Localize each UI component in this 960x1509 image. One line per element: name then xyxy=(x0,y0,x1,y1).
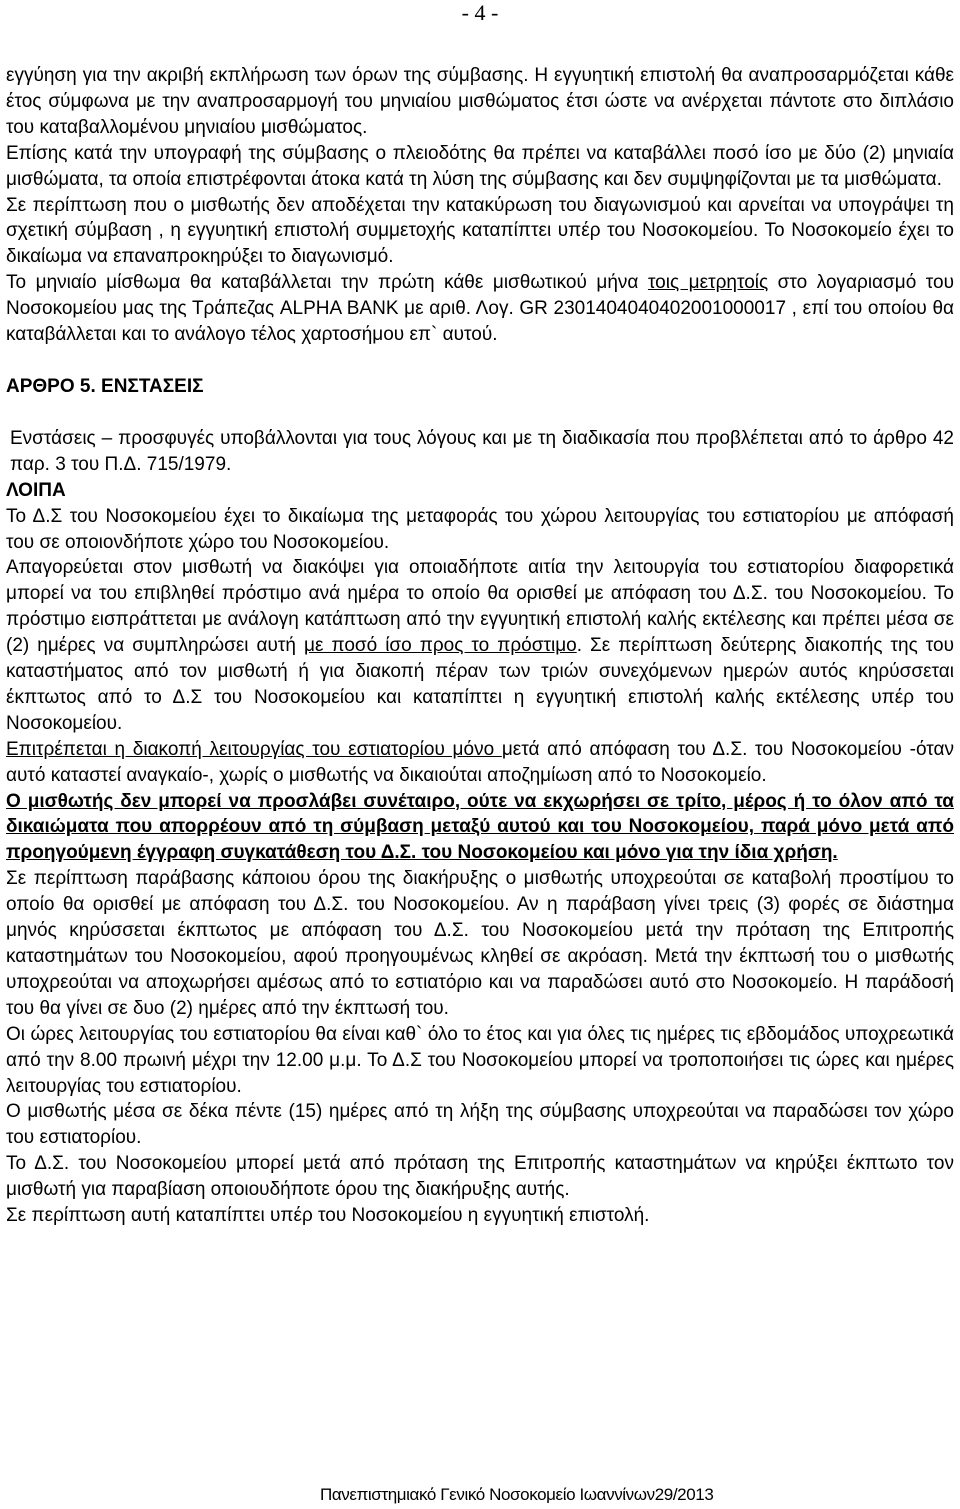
permitted-interruption-underlined: Επιτρέπεται η διακοπή λειτουργίας του εστιατορίου μόνο xyxy=(6,738,502,760)
paragraph-forfeiture: Το Δ.Σ. του Νοσοκομείου μπορεί μετά από πρόταση της Επιτροπής καταστημάτων να κηρύξει έκπτωτο τον μισθωτή για παραβίαση οποιουδήποτε όρου της διακήρυξης αυτής. xyxy=(6,1153,954,1201)
paragraph-refusal: Σε περίπτωση που ο μισθωτής δεν αποδέχεται την κατακύρωση του διαγωνισμού και αρνείται να υπογράψει τη σχετική σύμβαση , η εγγυητική επιστολή συμμετοχής καταπίπτει υπέρ του Νοσοκομείου. Το Νοσοκομείο έχει το δικαίωμα να επαναπροκηρύξει το διαγωνισμό. xyxy=(6,194,954,268)
paragraph-permitted-interruption: Επιτρέπεται η διακοπή λειτουργίας του εστιατορίου μόνο μετά από απόφαση του Δ.Σ. του Νοσοκομείου -όταν αυτό καταστεί αναγκαίο-, χωρίς ο μισθωτής να δικαιούται αποζημίωση από το Νοσοκομείο. xyxy=(6,738,954,786)
paragraph-no-partner: Ο μισθωτής δεν μπορεί να προσλάβει συνέταιρο, ούτε να εκχωρήσει σε τρίτο, μέρος ή το όλον από τα δικαιώματα που απορρέουν από τη σύμβαση μεταξύ αυτού και του Νοσοκομείου, παρά μόνο μετά από προηγούμενη έγγραφη συγκατάθεση του Δ.Σ. του Νοσοκομείου και μόνο για την ίδια χρήση. xyxy=(6,790,954,864)
cash-underlined: τοις μετρητοίς xyxy=(647,272,769,294)
section-misc-title: ΛΟΙΠΑ xyxy=(6,479,66,501)
fine-amount-underlined: με ποσό ίσο προς το πρόστιμο xyxy=(304,635,577,657)
paragraph-payment: Το μηνιαίο μίσθωμα θα καταβάλλεται την πρώτη κάθε μισθωτικού μήνα τοις μετρητοίς στο λογαριασμό του Νοσοκομείου μας της Τράπεζας ALPHA BANK με αριθ. Λογ. GR 2301404040402001000017 , επί του οποίου θα καταβάλλεται και το ανάλογο τέλος χαρτοσήμου επ` αυτού. xyxy=(6,272,954,346)
page-footer: Πανεπιστημιακό Γενικό Νοσοκομείο Ιωαννίνων29/2013 xyxy=(320,1485,714,1504)
paragraph-guarantee-forfeit: Σε περίπτωση αυτή καταπίπτει υπέρ του Νοσοκομείου η εγγυητική επιστολή. xyxy=(6,1205,650,1227)
paragraph-guarantee-adjustment: εγγύηση για την ακριβή εκπλήρωση των όρων της σύμβασης. Η εγγυητική επιστολή θα αναπροσαρμόζεται κάθε έτος σύμφωνα με την αναπροσαρμογή του μηνιαίου μισθώματος έτσι ώστε να ανέρχεται πάντοτε στο διπλάσιο του καταβαλλομένου μηνιαίου μισθώματος. xyxy=(6,65,954,138)
paragraph-deposit: Επίσης κατά την υπογραφή της σύμβασης ο πλειοδότης θα πρέπει να καταβάλλει ποσό ίσο με δύο (2) μηνιαία μισθώματα, τα οποία επιστρέφονται άτοκα κατά τη λύση της σύμβασης και δεν συμψηφίζονται με τα μισθώματα. xyxy=(6,142,954,190)
paragraph-handover: Ο μισθωτής μέσα σε δέκα πέντε (15) ημέρες από τη λήξη της σύμβασης υποχρεούται να παραδώσει τον χώρο του εστιατορίου. xyxy=(6,1101,954,1149)
page-number: - 4 - xyxy=(461,0,499,25)
paragraph-interruption: Απαγορεύεται στον μισθωτή να διακόψει για οποιαδήποτε αιτία την λειτουργία του εστιατορίου διαφορετικά μπορεί να του επιβληθεί πρόστιμο ανά ημέρα το οποίο θα ορισθεί με απόφαση του Δ.Σ. του Νοσοκομείου. Το πρόστιμο εισπράττεται με ανάλογη κατάπτωση από την εγγυητική επιστολή καλής εκτέλεσης και πρέπει μέσα σε (2) ημέρες να συμπληρώσει αυτή με ποσό ίσο προς το πρόστιμο. Σε περίπτωση δεύτερης διακοπής της του καταστήματος από τον μισθωτή ή για διακοπή πέραν των τριών συνεχόμενων ημερών αυτός κηρύσσεται έκπτωτος από το Δ.Σ του Νοσοκομείου και καταπίπτει η εγγυητική επιστολή καλής εκτέλεσης υπέρ του Νοσοκομείου. xyxy=(6,557,954,734)
paragraph-hours: Οι ώρες λειτουργίας του εστιατορίου θα είναι καθ` όλο το έτος και για όλες τις ημέρες τις εβδομάδος υποχρεωτικά από την 8.00 πρωινή μέχρι την 12.00 μ.μ. Το Δ.Σ του Νοσοκομείου μπορεί να τροποποιήσει τις ώρες και ημέρες λειτουργίας του εστιατορίου. xyxy=(6,1023,954,1097)
paragraph-objections: Ενστάσεις – προσφυγές υποβάλλονται για τους λόγους και με τη διαδικασία που προβλέπεται από το άρθρο 42 παρ. 3 του Π.Δ. 715/1979. xyxy=(10,427,954,475)
article-5-title: ΑΡΘΡΟ 5. ΕΝΣΤΑΣΕΙΣ xyxy=(6,375,204,397)
document-body xyxy=(6,63,954,1229)
paragraph-relocation: Το Δ.Σ του Νοσοκομείου έχει το δικαίωμα της μεταφοράς του χώρου λειτουργίας του εστιατορίου με απόφασή του σε οποιονδήποτε χώρο του Νοσοκομείου. xyxy=(6,505,954,553)
paragraph-violation: Σε περίπτωση παράβασης κάποιου όρου της διακήρυξης ο μισθωτής υποχρεούται σε καταβολή προστίμου το οποίο θα ορισθεί με απόφαση του Δ.Σ. του Νοσοκομείου. Αν η παράβαση γίνει τρεις (3) φορές σε διάστημα μηνός κηρύσσεται έκπτωτος με απόφαση του Δ.Σ. του Νοσοκομείου μετά την πρόταση της Επιτροπής καταστημάτων του Νοσοκομείου, αφού προηγουμένως κληθεί σε ακρόαση. Μετά την έκπτωσή του ο μισθωτής υποχρεούται να αποχωρήσει αμέσως από το εστιατόριο και να παραδώσει αυτό στο Νοσοκομείο. Η παράδοσή του θα γίνει σε δυο (2) ημέρες από την έκπτωσή του. xyxy=(6,868,954,1019)
